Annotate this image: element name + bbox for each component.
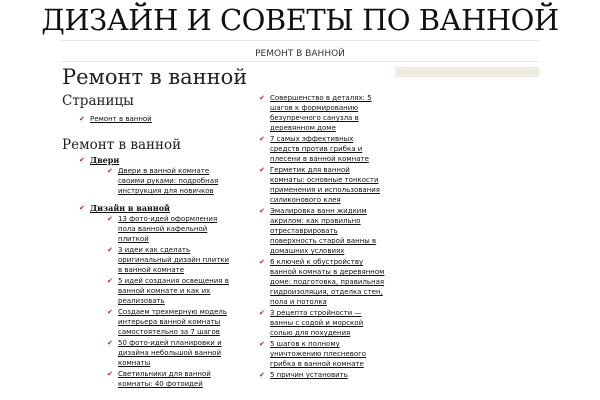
list-item [270,339,385,369]
post-link[interactable]: ✔ Совершенство в деталях: 5 шагов к формированию безупречного санузла в деревянном доме [270,94,372,132]
list-item [270,93,385,133]
list-item [90,114,262,124]
post-list [118,214,230,389]
list-item [118,276,230,306]
list-item [118,245,230,275]
right-post-list [270,93,385,380]
section-heading: Ремонт в ванной [62,137,182,153]
list-item [118,307,230,337]
list-item [118,369,230,389]
post-link[interactable]: ✔ Светильники для ванной комнаты: 40 фотоидей [118,370,211,388]
category-link-design[interactable]: ✔ Дизайн в ванной [90,203,170,213]
left-column [62,93,262,389]
list-item [270,308,385,338]
post-link[interactable]: ✔ 5 идей создания освещения в ванной комнате и как их реализовать [118,277,229,305]
list-item [270,206,385,256]
list-item [118,214,230,244]
page-title: Ремонт в ванной [62,65,248,89]
pages-list [90,114,262,124]
pages-link[interactable]: ✔ Ремонт в ванной [90,115,152,123]
post-link[interactable]: ✔ 3 рецепта стройности — ванны с содой и морской солью для похудения [270,309,364,337]
list-item [118,338,230,368]
sidebar-widget [395,67,539,77]
category-item [90,203,262,389]
post-link[interactable]: ✔ 5 шагов к полному уничтожению плесневого грибка в ванной комнате [270,340,367,368]
site-title[interactable]: ДИЗАЙН И СОВЕТЫ ПО ВАННОЙ [41,3,559,37]
list-item [270,165,385,205]
list-item [270,134,385,164]
post-link[interactable]: ✔ Создаем трехмерную модель интерьера ванной комнаты самостоятельно за 7 шагов [118,308,227,336]
post-link[interactable]: ✔ Двери в ванной комнате своими руками: подробная инструкция для новичков [118,167,219,195]
post-link[interactable]: ✔ 7 самых эффективных средств против грибка и плесени в ванной комнате [270,135,369,163]
category-list [90,155,262,389]
list-item [270,257,385,307]
post-link[interactable]: ✔ 3 идеи как сделать оригинальный дизайн плитки в ванной комнате [118,246,230,274]
right-column [270,93,385,380]
nav-item-bathroom-repair[interactable]: РЕМОНТ В ВАННОЙ [255,49,345,59]
post-link[interactable]: ✔ 13 фото-идей оформления пола ванной кафельной плиткой [118,215,218,243]
post-link[interactable]: ✔ 6 ключей к обустройству ванной комнаты в деревянном доме: подготовка, правильная гидроизоляция, отделка стен, пола и потолка [270,258,385,306]
post-link[interactable]: ✔ 5 причин установить [270,371,348,379]
post-link[interactable]: ✔ Эмалировка ванн жидким акрилом: как правильно отреставрировать поверхность старой ванны в домашних условиях [270,207,377,255]
pages-heading: Страницы [62,93,134,109]
post-link[interactable]: ✔ 50 фото-идей планировки и дизайна небольшой ванной комнаты [118,339,222,367]
post-link[interactable]: ✔ Герметик для ванной комнаты: основные тонкости применения и использования силиконового клея [270,166,380,204]
list-item [118,166,226,196]
main-nav [61,40,539,62]
list-item [270,370,385,380]
post-list [118,166,226,196]
category-link-doors[interactable]: ✔ Двери [90,155,120,165]
category-item [90,155,262,196]
